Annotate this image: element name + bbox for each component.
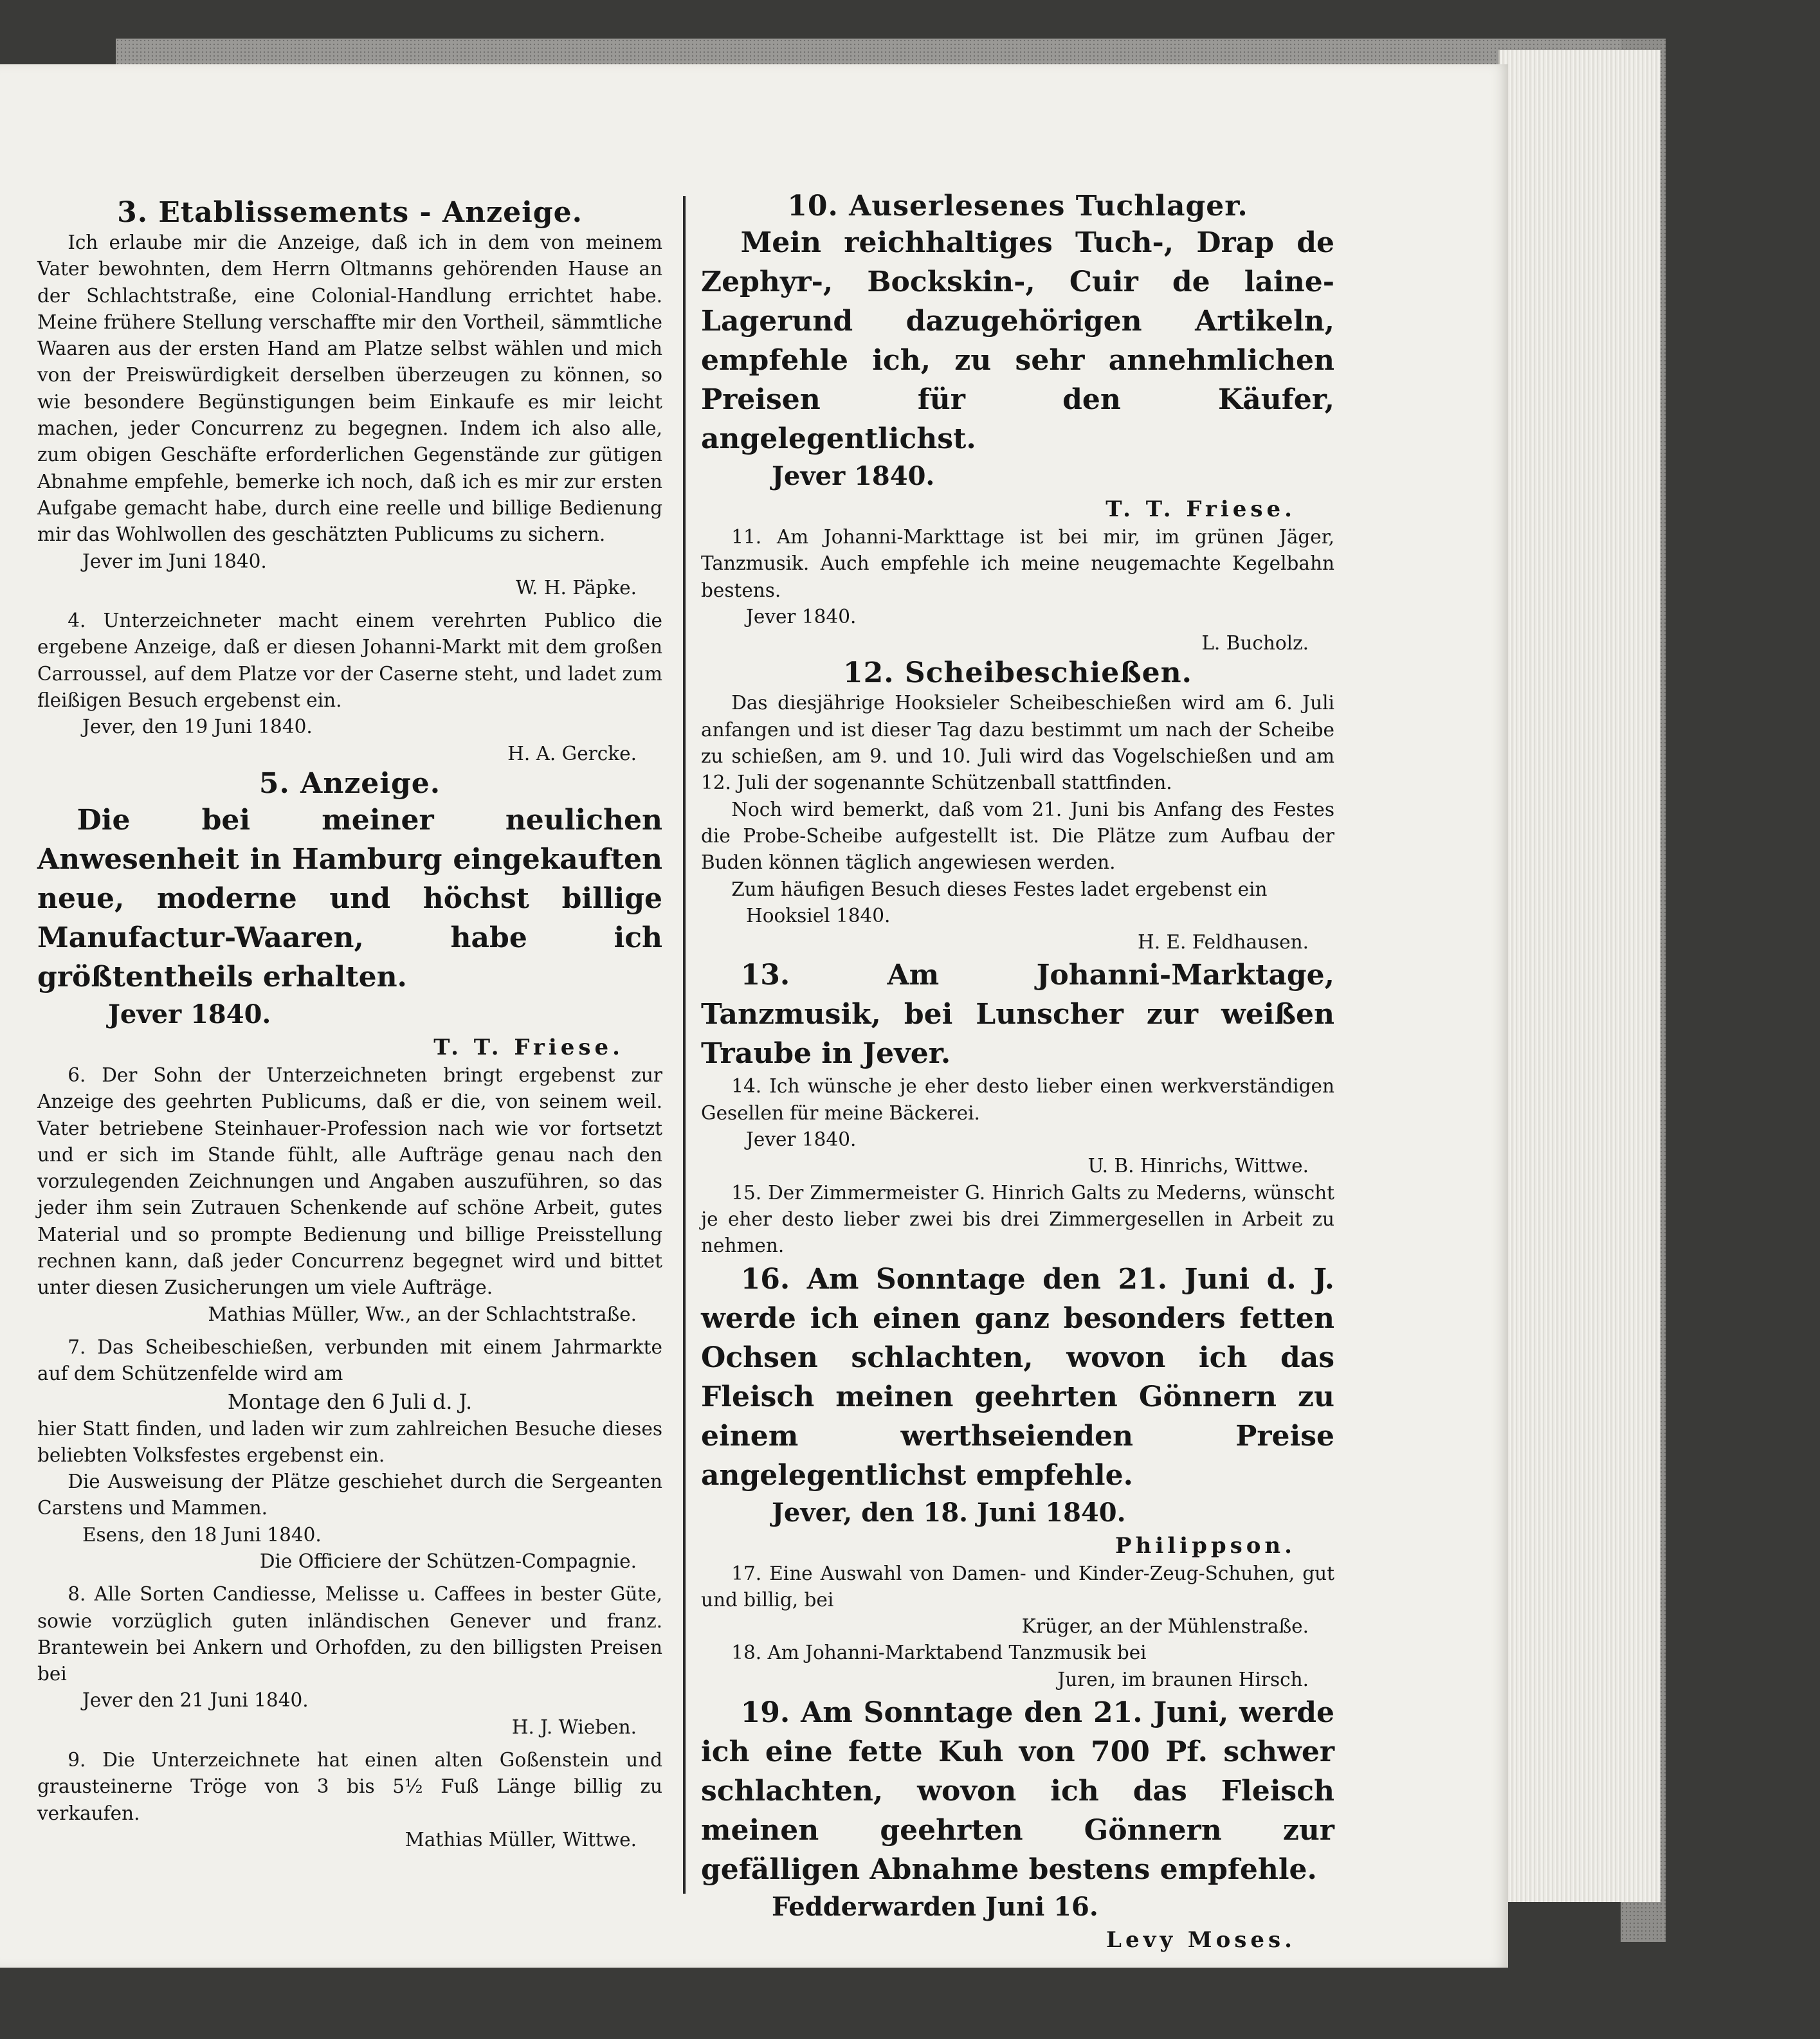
ad-signature: Krüger, an der Mühlenstraße. [1021, 1615, 1309, 1638]
ad-body: Das diesjährige Hooksieler Scheibeschießen wird am 6. Juli anfangen und ist dieser Tag dazu bestimmt um nach der Scheibe zu schießen, am 9. und 10. Juli wird das Vogelschießen und am 12. Juli der sogenannte Schützenball stattfinden. [701, 692, 1334, 794]
advertisement-13 [701, 956, 1334, 1073]
ad-signature: W. H. Päpke. [515, 576, 637, 599]
ad-body: Zum häufigen Besuch dieses Festes ladet ergebenst ein [731, 878, 1268, 900]
ad-body: 11. Am Johanni-Markttage ist bei mir, im grünen Jäger, Tanzmusik. Auch empfehle ich meine neugemachte Kegelbahn bestens. [701, 526, 1334, 601]
ad-body: Noch wird bemerkt, daß vom 21. Juni bis Anfang des Festes die Probe-Scheibe aufgestellt ist. Die Plätze zum Aufbau der Buden können täglich angewiesen werden. [701, 798, 1334, 874]
page-edges [1498, 50, 1661, 1902]
ad-heading: 5. Anzeige. [259, 766, 441, 800]
ad-body: Die bei meiner neulichen Anwesenheit in Hamburg eingekauften neue, moderne und höchst billige Manufactur-Waaren, habe ich größtentheils erhalten. [37, 803, 662, 993]
ad-place-date: Jever 1840. [108, 999, 271, 1029]
ad-place-date: Jever 1840. [772, 461, 935, 491]
advertisement-15 [701, 1180, 1334, 1260]
advertisement-16 [701, 1260, 1334, 1561]
ad-body: Die Ausweisung der Plätze geschiehet durch die Sergeanten Carstens und Mammen. [37, 1471, 662, 1519]
advertisement-4 [37, 608, 662, 767]
ad-signature: H. A. Gercke. [507, 742, 637, 765]
ad-body: 18. Am Johanni-Marktabend Tanzmusik bei [731, 1642, 1147, 1664]
ad-heading: 10. Auserlesenes Tuchlager. [787, 190, 1248, 222]
advertisement-8 [37, 1581, 662, 1741]
ad-body: hier Statt finden, und laden wir zum zahlreichen Besuche dieses beliebten Volksfestes ergebenst ein. [37, 1417, 662, 1466]
advertisement-7 [37, 1334, 662, 1575]
ad-place-date: Jever 1840. [746, 1128, 857, 1151]
ad-body: 17. Eine Auswahl von Damen- und Kinder-Zeug-Schuhen, gut und billig, bei [701, 1562, 1334, 1611]
right-column [701, 190, 1334, 1955]
advertisement-19 [701, 1693, 1334, 1955]
advertisement-5 [37, 767, 662, 1062]
ad-signature: T. T. Friese. [433, 1034, 624, 1060]
ad-signature: T. T. Friese. [1106, 496, 1296, 522]
ad-body: Mein reichhaltiges Tuch-, Drap de Zephyr-, Bockskin-, Cuir de laine-Lagerund dazugehörigen Artikeln, empfehle ich, zu sehr annehmlichen Preisen für den Käufer, angelegentlichst. [701, 226, 1334, 455]
ad-body: 16. Am Sonntage den 21. Juni d. J. werde ich einen ganz besonders fetten Ochsen schlachten, wovon ich das Fleisch meinen geehrten Gönnern zu einem werthseienden Preise angelegentlichst empfehle. [701, 1262, 1334, 1492]
ad-body: 4. Unterzeichneter macht einem verehrten Publico die ergebene Anzeige, daß er diesen Johanni-Markt mit dem großen Carroussel, auf dem Platze vor der Caserne steht, und ladet zum fleißigen Besuch ergebenst ein. [37, 610, 662, 712]
advertisement-17 [701, 1561, 1334, 1640]
ad-heading: 12. Scheibeschießen. [843, 657, 1192, 690]
ad-body: Ich erlaube mir die Anzeige, daß ich in dem von meinem Vater bewohnten, dem Herrn Oltmanns gehörenden Hause an der Schlachtstraße, eine Colonial-Handlung errichtet habe. Meine frühere Stellung verschaffte mir den Vortheil, sämmtliche Waaren aus der ersten Hand am Platze selbst wählen und mich von der Preiswürdigkeit derselben überzeugen zu können, so wie besondere Begünstigungen beim Einkaufe es mir leicht machen, jeder Concurrenz zu begegnen. Indem ich also alle, zum obigen Geschäfte erforderlichen Gegenstände zur gütigen Abnahme empfehle, bemerke ich noch, daß ich es mir zur ersten Aufgabe gemacht habe, durch eine reelle und billige Bedienung mir das Wohlwollen des geschätzten Publicums zu sichern. [37, 231, 662, 546]
newspaper-page [0, 64, 1508, 1968]
ad-place-date: Hooksiel 1840. [746, 904, 891, 927]
ad-body: 9. Die Unterzeichnete hat einen alten Goßenstein und grausteinerne Tröge von 3 bis 5½ Fuß Länge billig zu verkaufen. [37, 1749, 662, 1824]
advertisement-11 [701, 524, 1334, 657]
ad-place-date: Jever, den 18. Juni 1840. [772, 1497, 1126, 1528]
ad-body: 7. Das Scheibeschießen, verbunden mit einem Jahrmarkte auf dem Schützenfelde wird am [37, 1336, 662, 1385]
ad-place-date: Jever den 21 Juni 1840. [82, 1689, 309, 1712]
ad-signature: H. E. Feldhausen. [1138, 931, 1309, 954]
ad-place-date: Fedderwarden Juni 16. [772, 1892, 1098, 1923]
ad-body: 6. Der Sohn der Unterzeichneten bringt ergebenst zur Anzeige des geehrten Publicums, daß er die, von seinem weil. Vater betriebene Steinhauer-Profession nach wie vor fortsetzt und er sich im Stande fühlt, alle Aufträge genau nach den vorzulegenden Zeichnungen und Angaben auszuführen, so das jeder ihm sein Zutrauen Schenkende auf schöne Arbeit, gutes Material und so prompte Bedienung und billige Preisstellung rechnen kann, daß jeder Concurrenz begegnet wird und bittet unter diesen Zusicherungen um viele Aufträge. [37, 1064, 662, 1299]
ad-signature: Levy Moses. [1106, 1927, 1296, 1953]
ad-heading: 3. Etablissements - Anzeige. [117, 196, 583, 229]
ad-place-date: Jever, den 19 Juni 1840. [82, 716, 313, 738]
ad-signature: Mathias Müller, Ww., an der Schlachtstraße. [208, 1303, 637, 1325]
ad-signature: Mathias Müller, Wittwe. [405, 1828, 637, 1851]
advertisement-10 [701, 190, 1334, 524]
ad-signature: H. J. Wieben. [511, 1716, 637, 1738]
advertisement-9 [37, 1747, 662, 1853]
ad-place-date: Jever im Juni 1840. [82, 550, 267, 572]
ad-event-date: Montage den 6 Juli d. J. [227, 1389, 473, 1414]
ad-body: 15. Der Zimmermeister G. Hinrich Galts zu Mederns, wünscht je eher desto lieber zwei bis drei Zimmergesellen in Arbeit zu nehmen. [701, 1181, 1334, 1257]
advertisement-18 [701, 1640, 1334, 1693]
advertisement-6 [37, 1062, 662, 1328]
ad-place-date: Jever 1840. [746, 605, 857, 628]
advertisement-12 [701, 657, 1334, 956]
advertisement-14 [701, 1073, 1334, 1179]
ad-place-date: Esens, den 18 Juni 1840. [82, 1523, 322, 1546]
ad-body: 19. Am Sonntage den 21. Juni, werde ich eine fette Kuh von 700 Pf. schwer schlachten, wovon ich das Fleisch meinen geehrten Gönnern zur gefälligen Abnahme bestens empfehle. [701, 1696, 1334, 1887]
left-column [37, 196, 662, 1853]
ad-signature: L. Bucholz. [1201, 632, 1309, 655]
ad-signature: U. B. Hinrichs, Wittwe. [1087, 1155, 1309, 1177]
ad-signature: Juren, im braunen Hirsch. [1057, 1668, 1309, 1690]
ad-body: 14. Ich wünsche je eher desto lieber einen werkverständigen Gesellen für meine Bäckerei. [701, 1075, 1334, 1124]
ad-signature: Die Officiere der Schützen-Compagnie. [259, 1550, 637, 1572]
ad-body: 8. Alle Sorten Candiesse, Melisse u. Caffees in bester Güte, sowie vorzüglich guten inländischen Genever und franz. Brantewein bei Ankern und Orhofden, zu den billigsten Preisen bei [37, 1583, 662, 1685]
ad-signature: Philippson. [1115, 1532, 1296, 1559]
column-divider [683, 196, 686, 1894]
ad-body: 13. Am Johanni-Marktage, Tanzmusik, bei Lunscher zur weißen Traube in Jever. [701, 959, 1334, 1071]
advertisement-3 [37, 196, 662, 601]
